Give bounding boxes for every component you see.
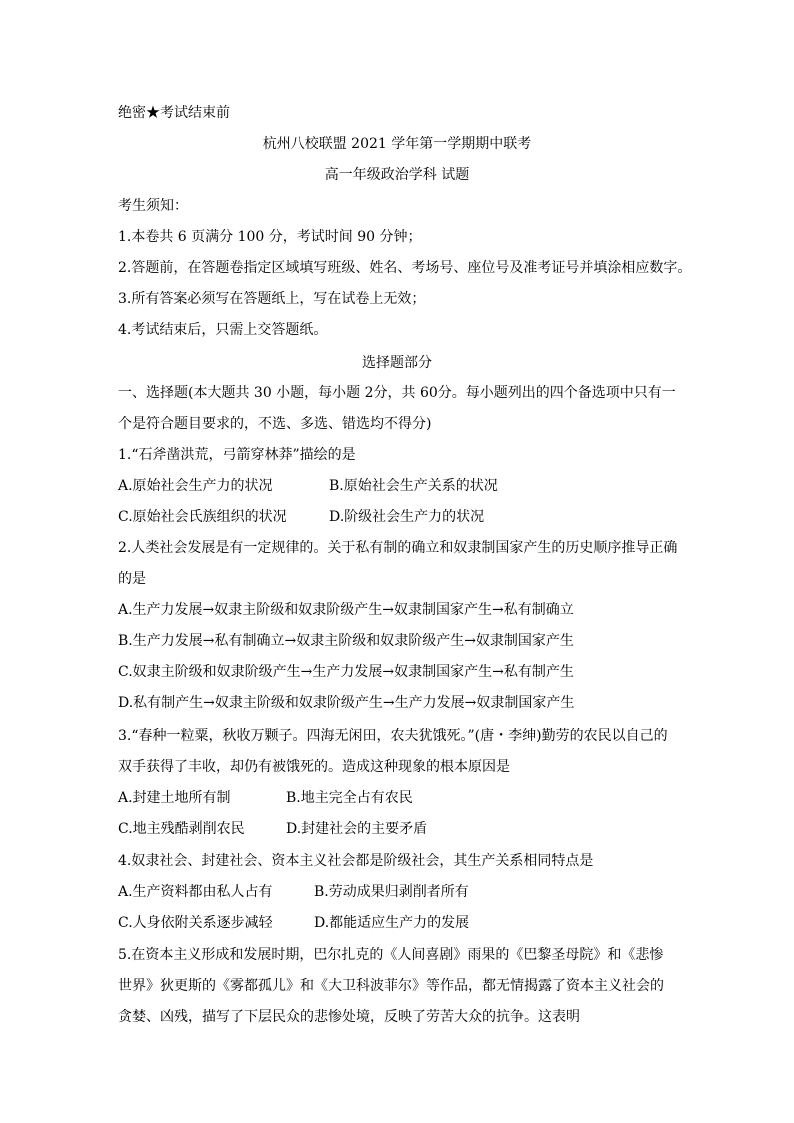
q3-options-row: [118, 789, 413, 807]
notice-item: 4.考试结束后，只需上交答题纸。: [118, 322, 328, 338]
section-intro: 个是符合题目要求的，不选、多选、错选均不得分): [118, 416, 432, 432]
q3-option-a: A.封建土地所有制: [118, 790, 231, 806]
q3-option-b: B.地主完全占有农民: [286, 790, 413, 806]
q4-options-row: [118, 914, 469, 932]
q1-stem: 1.“石斧凿洪荒，弓箭穿林莽”描绘的是: [118, 447, 356, 463]
q2-option-c: C.奴隶主阶级和奴隶阶级产生→生产力发展→奴隶制国家产生→私有制产生: [118, 664, 574, 680]
q1-options-row: [118, 508, 484, 526]
secret-label: 绝密★考试结束前: [118, 105, 230, 121]
q1-option-c: C.原始社会氏族组织的状况: [118, 509, 287, 525]
q3-stem: 双手获得了丰收，却仍有被饿死的。造成这种现象的根本原因是: [118, 759, 510, 775]
q3-stem: 3.“春种一粒粟，秋收万颗子。四海无闲田，农夫犹饿死。”(唐・李绅)勤劳的农民以自己的: [118, 728, 668, 744]
q4-option-b: B.劳动成果归剥削者所有: [314, 884, 469, 900]
notice-item: 2.答题前，在答题卷指定区域填写班级、姓名、考场号、座位号及准考证号并填涂相应数字。: [118, 260, 692, 276]
q4-option-d: D.都能适应生产力的发展: [314, 915, 470, 931]
q3-options-row: [118, 820, 427, 838]
exam-title: 杭州八校联盟 2021 学年第一学期期中联考: [262, 136, 532, 152]
q4-stem: 4.奴隶社会、封建社会、资本主义社会都是阶级社会，其生产关系相同特点是: [118, 853, 594, 869]
q5-stem: 世界》狄更斯的《雾都孤儿》和《大卫科波菲尔》等作品，都无情揭露了资本主义社会的: [118, 978, 664, 994]
q2-stem: 2.人类社会发展是有一定规律的。关于私有制的确立和奴隶制国家产生的历史顺序推导正确: [118, 540, 678, 556]
q1-option-d: D.阶级社会生产力的状况: [329, 509, 485, 525]
section-intro: 一、选择题(本大题共 30 小题，每小题 2分，共 60分。每小题列出的四个备选项中只有一: [118, 385, 676, 401]
q3-option-c: C.地主残酷剥削农民: [118, 821, 245, 837]
q5-stem: 贪婪、凶残，描写了下层民众的悲惨处境，反映了劳苦大众的抗争。这表明: [118, 1009, 580, 1025]
q3-option-d: D.封建社会的主要矛盾: [286, 821, 428, 837]
q4-options-row: [118, 883, 469, 901]
notice-heading: 考生须知：: [118, 198, 188, 214]
q1-options-row: [118, 477, 498, 495]
notice-item: 3.所有答案必须写在答题纸上，写在试卷上无效；: [118, 291, 426, 307]
notice-item: 1.本卷共 6 页满分 100 分，考试时间 90 分钟；: [118, 229, 422, 245]
section-title: 选择题部分: [362, 355, 432, 371]
q2-option-d: D.私有制产生→奴隶主阶级和奴隶阶级产生→生产力发展→奴隶制国家产生: [118, 695, 575, 711]
q5-stem: 5.在资本主义形成和发展时期，巴尔扎克的《人间喜剧》雨果的《巴黎圣母院》和《悲惨: [118, 947, 664, 963]
exam-subtitle: 高一年级政治学科 试题: [324, 167, 470, 183]
q2-option-b: B.生产力发展→私有制确立→奴隶主阶级和奴隶阶级产生→奴隶制国家产生: [118, 633, 574, 649]
q4-option-c: C.人身依附关系逐步减轻: [118, 915, 273, 931]
q1-option-a: A.原始社会生产力的状况: [118, 478, 273, 494]
q2-stem: 的是: [118, 571, 146, 587]
q2-option-a: A.生产力发展→奴隶主阶级和奴隶阶级产生→奴隶制国家产生→私有制确立: [118, 602, 574, 618]
q4-option-a: A.生产资料都由私人占有: [118, 884, 273, 900]
q1-option-b: B.原始社会生产关系的状况: [329, 478, 498, 494]
